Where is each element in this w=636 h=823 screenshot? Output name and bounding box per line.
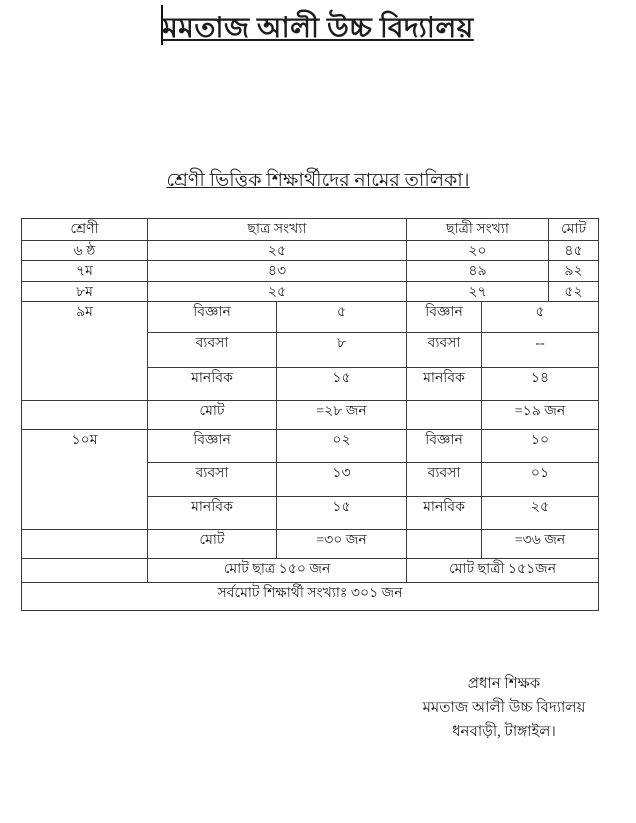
boys-total: =২৮ জন xyxy=(277,401,407,430)
girls-total: =১৯ জন xyxy=(482,401,599,430)
boys-count: ২৫ xyxy=(148,241,407,261)
boys-stream-label: বিজ্ঞান xyxy=(148,430,277,463)
header-girls-count: ছাত্রী সংখ্যা xyxy=(407,219,549,241)
table-row-grand-total xyxy=(22,583,599,611)
boys-count: ১৫ xyxy=(277,368,407,401)
table-row-grand-boys-girls xyxy=(22,559,599,583)
header-boys-count: ছাত্র সংখ্যা xyxy=(148,219,407,241)
girls-count: ২৭ xyxy=(407,282,549,302)
girls-stream-label: বিজ্ঞান xyxy=(407,430,482,463)
table-row-class10-science xyxy=(22,430,599,463)
grand-total: সর্বমোট শিক্ষার্থী সংখ্যাঃ ৩০১ জন xyxy=(22,583,599,611)
girls-count: ৫ xyxy=(482,302,599,333)
total-boys: মোট ছাত্র ১৫০ জন xyxy=(148,559,407,583)
class-label: ৭ম xyxy=(22,261,148,282)
girls-stream-label: মানবিক xyxy=(407,368,482,401)
boys-stream-label: মানবিক xyxy=(148,368,277,401)
boys-count: ৮ xyxy=(277,333,407,368)
boys-stream-label: ব্যবসা xyxy=(148,463,277,497)
empty-cell xyxy=(22,401,148,430)
students-table xyxy=(21,218,599,611)
boys-total: =৩০ জন xyxy=(277,530,407,559)
table-row-class6 xyxy=(22,241,599,261)
total-label: মোট xyxy=(148,401,277,430)
header-class: শ্রেণী xyxy=(22,219,148,241)
girls-total: =৩৬ জন xyxy=(482,530,599,559)
girls-count: ১৪ xyxy=(482,368,599,401)
empty-cell xyxy=(22,559,148,583)
class-label: ৬ ষ্ঠ xyxy=(22,241,148,261)
girls-stream-label: বিজ্ঞান xyxy=(407,302,482,333)
class-label: ৯ম xyxy=(22,302,148,401)
boys-stream-label: ব্যবসা xyxy=(148,333,277,368)
list-subtitle: শ্রেণী ভিত্তিক শিক্ষার্থীদের নামের তালিকা। xyxy=(166,170,470,191)
girls-count: -- xyxy=(482,333,599,368)
boys-count: ০২ xyxy=(277,430,407,463)
signature-address: ধনবাড়ী, টাঙ্গাইল। xyxy=(452,724,556,740)
girls-count: ১০ xyxy=(482,430,599,463)
signature-role: প্রধান শিক্ষক xyxy=(467,676,541,692)
table-header-row xyxy=(22,219,599,241)
row-total: ৯২ xyxy=(549,261,599,282)
class-label: ১০ম xyxy=(22,430,148,530)
table-row-class10-total xyxy=(22,530,599,559)
girls-count: ২০ xyxy=(407,241,549,261)
girls-count: ০১ xyxy=(482,463,599,497)
row-total: ৪৫ xyxy=(549,241,599,261)
empty-cell xyxy=(407,401,482,430)
girls-stream-label: ব্যবসা xyxy=(407,463,482,497)
signature-school: মমতাজ আলী উচ্চ বিদ্যালয় xyxy=(422,700,586,716)
table-row-class8 xyxy=(22,282,599,302)
class-label: ৮ম xyxy=(22,282,148,302)
girls-stream-label: ব্যবসা xyxy=(407,333,482,368)
header-total: মোট xyxy=(549,219,599,241)
signature-block xyxy=(404,672,604,744)
girls-count: ৪৯ xyxy=(407,261,549,282)
total-label: মোট xyxy=(148,530,277,559)
school-name-title: মমতাজ আলী উচ্চ বিদ্যালয় xyxy=(162,13,474,44)
table-row-class7 xyxy=(22,261,599,282)
empty-cell xyxy=(22,530,148,559)
boys-stream-label: বিজ্ঞান xyxy=(148,302,277,333)
total-girls: মোট ছাত্রী ১৫১জন xyxy=(407,559,599,583)
boys-stream-label: মানবিক xyxy=(148,497,277,530)
girls-stream-label: মানবিক xyxy=(407,497,482,530)
table-row-class9-total xyxy=(22,401,599,430)
boys-count: ২৫ xyxy=(148,282,407,302)
boys-count: ৫ xyxy=(277,302,407,333)
girls-count: ২৫ xyxy=(482,497,599,530)
empty-cell xyxy=(407,530,482,559)
boys-count: ১৫ xyxy=(277,497,407,530)
boys-count: ৪৩ xyxy=(148,261,407,282)
boys-count: ১৩ xyxy=(277,463,407,497)
row-total: ৫২ xyxy=(549,282,599,302)
table-row-class9-science xyxy=(22,302,599,333)
